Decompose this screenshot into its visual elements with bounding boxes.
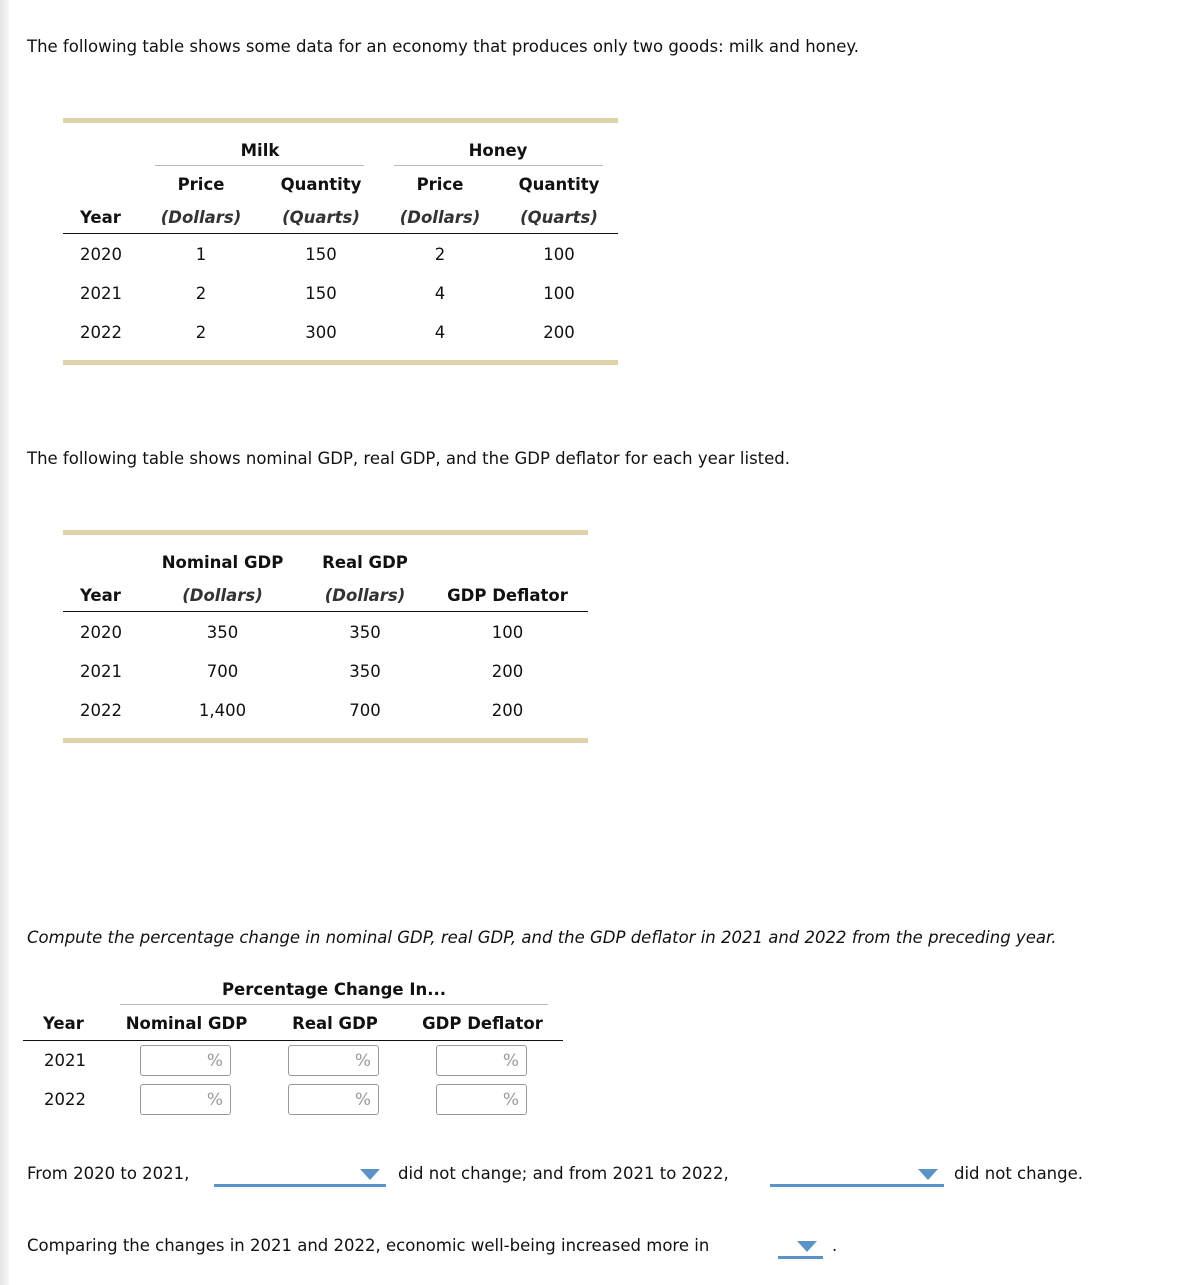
- honey-quantity: 100: [543, 245, 575, 264]
- milk-quantity: 150: [305, 245, 337, 264]
- row-year: 2020: [80, 623, 122, 642]
- group-header: Percentage Change In...: [221, 980, 447, 999]
- header-quantity: Quantity: [518, 175, 600, 194]
- chevron-down-icon: [360, 1169, 380, 1180]
- nominal-gdp-change-input[interactable]: %: [140, 1045, 231, 1076]
- gdp-deflator: 200: [491, 701, 524, 720]
- header-unit: (Quarts): [282, 208, 360, 227]
- group-honey: Honey: [468, 141, 528, 160]
- header-unit: (Dollars): [160, 208, 242, 227]
- nominal-gdp: 350: [206, 623, 239, 642]
- header-unit: (Quarts): [520, 208, 598, 227]
- header-deflator: GDP Deflator: [422, 1014, 543, 1033]
- nominal-gdp: 700: [206, 662, 239, 681]
- header-price: Price: [177, 175, 225, 194]
- milk-price: 2: [195, 284, 207, 303]
- instruction: Compute the percentage change in nominal GDP, real GDP, and the GDP deflator in 2021 and 2022 from the preceding year.: [27, 928, 1057, 947]
- header-quantity: Quantity: [280, 175, 362, 194]
- sentence-2-part-1: Comparing the changes in 2021 and 2022, economic well-being increased more in: [27, 1236, 710, 1255]
- real-gdp: 350: [349, 623, 381, 642]
- milk-price: 2: [195, 323, 207, 342]
- header-unit: (Dollars): [324, 586, 406, 605]
- sentence-1-part-2: did not change; and from 2021 to 2022,: [398, 1164, 729, 1183]
- intro-text: The following table shows some data for an economy that produces only two goods: milk and honey.: [27, 37, 860, 56]
- real-gdp: 350: [349, 662, 381, 681]
- gdp-deflator-change-input[interactable]: %: [436, 1084, 527, 1115]
- header-price: Price: [416, 175, 464, 194]
- real-gdp-change-input[interactable]: %: [288, 1045, 379, 1076]
- milk-quantity: 150: [305, 284, 337, 303]
- header-unit: (Dollars): [182, 586, 263, 605]
- sentence-2-period: .: [832, 1236, 838, 1255]
- page-edge: [0, 0, 9, 1285]
- sentence-1-part-1: From 2020 to 2021,: [27, 1164, 190, 1183]
- row-year: 2021: [80, 662, 122, 681]
- milk-quantity: 300: [305, 323, 337, 342]
- row-year: 2022: [44, 1090, 86, 1109]
- row-year: 2021: [80, 284, 122, 303]
- gdp-deflator: 200: [491, 662, 524, 681]
- header-deflator: GDP Deflator: [447, 586, 568, 605]
- honey-price: 2: [434, 245, 446, 264]
- gdp-deflator: 100: [491, 623, 524, 642]
- real-gdp: 700: [349, 701, 381, 720]
- group-milk: Milk: [240, 141, 280, 160]
- sentence-1-part-3: did not change.: [954, 1164, 1084, 1183]
- honey-price: 4: [434, 323, 446, 342]
- header-nominal: Nominal GDP: [161, 553, 284, 572]
- row-year: 2022: [80, 323, 122, 342]
- nominal-gdp: 1,400: [198, 701, 247, 720]
- header-real: Real GDP: [322, 553, 408, 572]
- row-year: 2021: [44, 1051, 86, 1070]
- header-year: Year: [80, 586, 121, 605]
- nominal-gdp-change-input[interactable]: %: [140, 1084, 231, 1115]
- chevron-down-icon: [918, 1169, 938, 1180]
- real-gdp-change-input[interactable]: %: [288, 1084, 379, 1115]
- chevron-down-icon: [797, 1241, 817, 1252]
- header-real: Real GDP: [292, 1014, 378, 1033]
- honey-quantity: 200: [543, 323, 575, 342]
- honey-quantity: 100: [543, 284, 575, 303]
- row-year: 2022: [80, 701, 122, 720]
- header-nominal: Nominal GDP: [125, 1014, 248, 1033]
- header-unit: (Dollars): [399, 208, 481, 227]
- header-year: Year: [43, 1014, 84, 1033]
- dropdown-wellbeing-year[interactable]: [778, 1234, 823, 1259]
- row-year: 2020: [80, 245, 122, 264]
- milk-price: 1: [195, 245, 207, 264]
- honey-price: 4: [434, 284, 446, 303]
- dropdown-2021-2022[interactable]: [770, 1162, 944, 1187]
- header-year: Year: [80, 208, 121, 227]
- gdp-deflator-change-input[interactable]: %: [436, 1045, 527, 1076]
- dropdown-2020-2021[interactable]: [214, 1162, 386, 1187]
- intro-text-2: The following table shows nominal GDP, real GDP, and the GDP deflator for each year listed.: [27, 449, 791, 468]
